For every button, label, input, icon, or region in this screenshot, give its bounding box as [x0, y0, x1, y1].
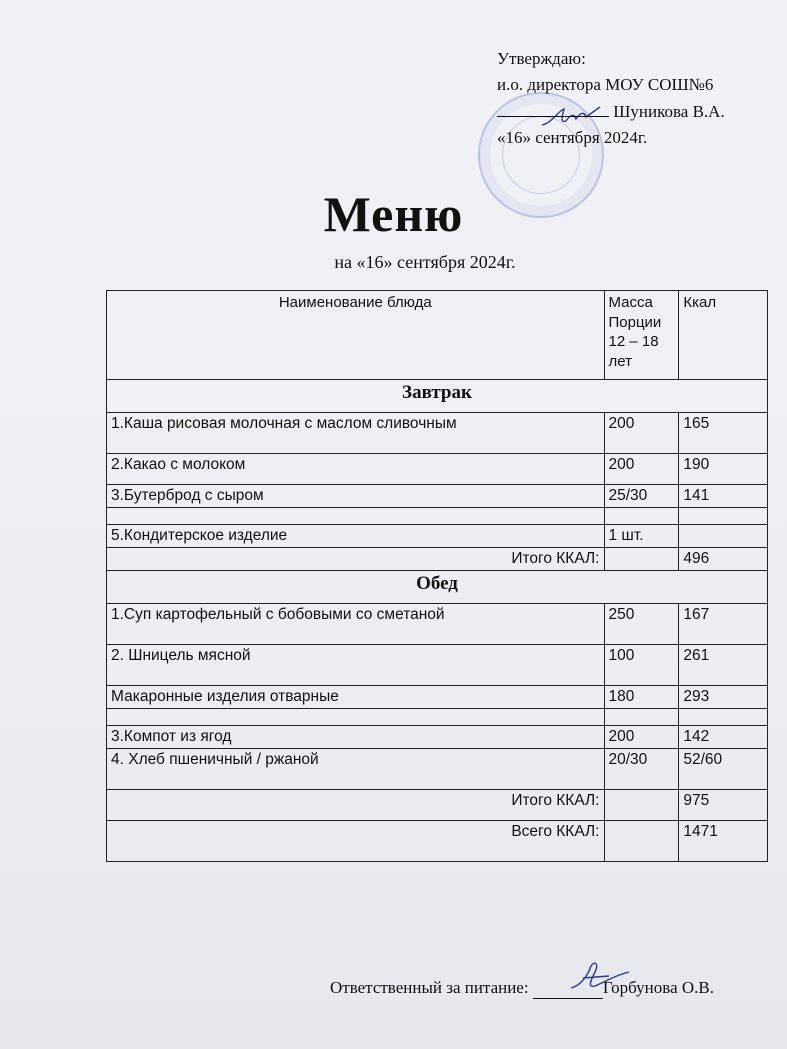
table-row [107, 485, 768, 508]
table-row [107, 686, 768, 709]
section-title: Обед [107, 571, 768, 604]
table-row [107, 525, 768, 548]
total-value: 975 [679, 790, 768, 821]
dish-name: 4. Хлеб пшеничный / ржаной [107, 749, 605, 790]
signature-blank [497, 116, 609, 117]
dish-kcal: 141 [679, 485, 768, 508]
dish-mass: 20/30 [604, 749, 679, 790]
table-row [107, 604, 768, 645]
table-row [107, 413, 768, 454]
dish-name: 2.Какао с молоком [107, 454, 605, 485]
dish-name: 3.Компот из ягод [107, 726, 605, 749]
grand-total-mass-empty [604, 821, 679, 862]
grand-total-value: 1471 [679, 821, 768, 862]
grand-total-label: Всего ККАЛ: [107, 821, 605, 862]
dish-kcal: 293 [679, 686, 768, 709]
total-row-breakfast [107, 548, 768, 571]
dish-mass: 180 [604, 686, 679, 709]
approval-heading: Утверждаю: [497, 49, 586, 68]
table-row [107, 726, 768, 749]
grand-total-row [107, 821, 768, 862]
table-row [107, 454, 768, 485]
dish-name [107, 508, 605, 525]
dish-name: 2. Шницель мясной [107, 645, 605, 686]
table-row [107, 645, 768, 686]
footer-name: Горбунова О.В. [602, 978, 714, 997]
dish-kcal: 165 [679, 413, 768, 454]
dish-mass: 200 [604, 413, 679, 454]
approval-name: Шуникова В.А. [613, 101, 725, 121]
header-name: Наименование блюда [107, 291, 605, 380]
dish-name: 1.Каша рисовая молочная с маслом сливочным [107, 413, 605, 454]
approval-position: и.о. директора МОУ СОШ№6 [497, 75, 714, 95]
dish-mass [604, 508, 679, 525]
dish-name: 5.Кондитерское изделие [107, 525, 605, 548]
section-row-lunch [107, 571, 768, 604]
dish-mass [604, 709, 679, 726]
dish-kcal: 190 [679, 454, 768, 485]
approval-block [497, 46, 777, 151]
total-mass-empty [604, 790, 679, 821]
total-mass-empty [604, 548, 679, 571]
dish-name [107, 709, 605, 726]
dish-mass: 200 [604, 726, 679, 749]
dish-kcal [679, 508, 768, 525]
dish-kcal: 167 [679, 604, 768, 645]
dish-kcal [679, 525, 768, 548]
page-title: Меню [323, 186, 464, 242]
dish-kcal [679, 709, 768, 726]
table-header-row [107, 291, 768, 380]
approval-signature-line [497, 99, 777, 125]
header-kcal: Ккал [679, 291, 768, 380]
header-mass: Масса Порции 12 – 18 лет [604, 291, 679, 380]
total-label: Итого ККАЛ: [107, 548, 605, 571]
total-value: 496 [679, 548, 768, 571]
footer-responsible [330, 978, 714, 999]
dish-name: 3.Бутерброд с сыром [107, 485, 605, 508]
footer-label: Ответственный за питание: [330, 978, 529, 997]
dish-kcal: 142 [679, 726, 768, 749]
table-row-empty [107, 709, 768, 726]
menu-table [106, 290, 768, 862]
table-row [107, 749, 768, 790]
dish-name: 1.Суп картофельный с бобовыми со сметаной [107, 604, 605, 645]
section-row-breakfast [107, 380, 768, 413]
table-row-empty [107, 508, 768, 525]
section-title: Завтрак [107, 380, 768, 413]
total-label: Итого ККАЛ: [107, 790, 605, 821]
dish-mass: 25/30 [604, 485, 679, 508]
footer-signature-blank [533, 978, 603, 999]
dish-kcal: 261 [679, 645, 768, 686]
dish-mass: 200 [604, 454, 679, 485]
dish-mass: 1 шт. [604, 525, 679, 548]
approval-date: «16» сентября 2024г. [497, 128, 648, 148]
total-row-lunch [107, 790, 768, 821]
page-subtitle: на «16» сентября 2024г. [334, 252, 516, 272]
dish-kcal: 52/60 [679, 749, 768, 790]
dish-name: Макаронные изделия отварные [107, 686, 605, 709]
dish-mass: 100 [604, 645, 679, 686]
dish-mass: 250 [604, 604, 679, 645]
